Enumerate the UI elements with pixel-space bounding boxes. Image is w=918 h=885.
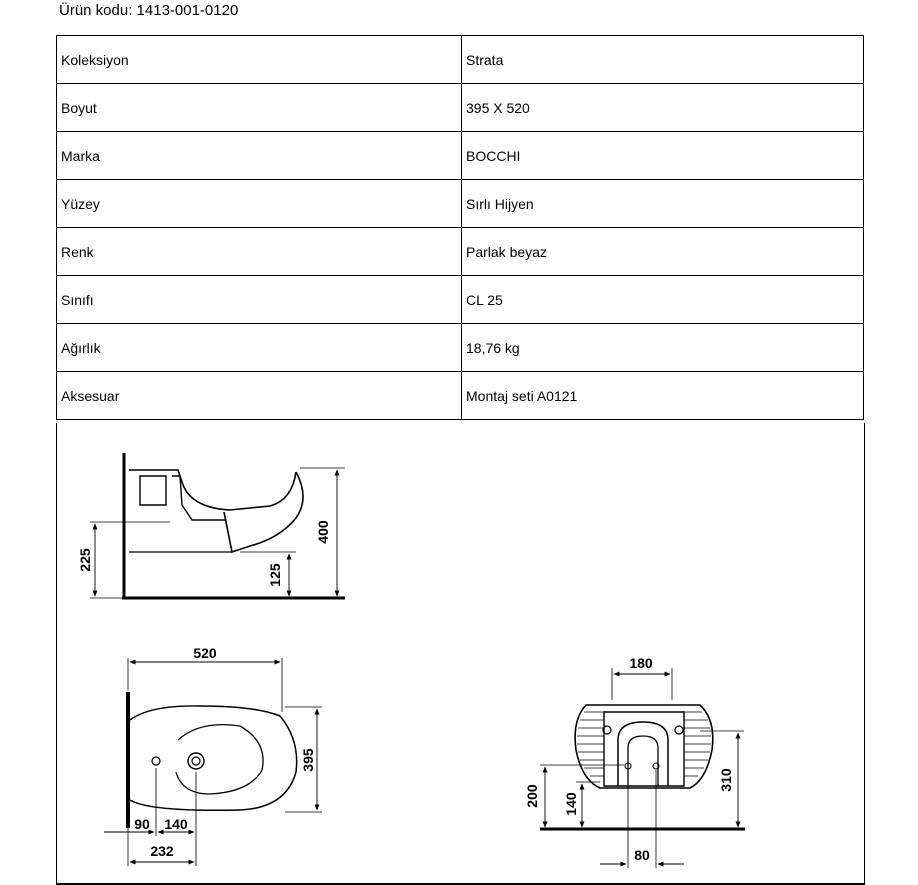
dim-top-90: 90 bbox=[134, 816, 150, 832]
spec-value: Parlak beyaz bbox=[462, 228, 864, 276]
dim-front-310: 310 bbox=[718, 768, 734, 792]
dim-side-400: 400 bbox=[315, 520, 331, 544]
spec-key: Yüzey bbox=[57, 180, 462, 228]
spec-key: Boyut bbox=[57, 84, 462, 132]
spec-key: Ağırlık bbox=[57, 324, 462, 372]
top-view bbox=[104, 658, 322, 866]
spec-value: Strata bbox=[462, 36, 864, 84]
dim-front-80: 80 bbox=[634, 847, 650, 863]
dim-top-232: 232 bbox=[150, 843, 174, 859]
dim-top-395: 395 bbox=[300, 748, 316, 772]
spec-key: Renk bbox=[57, 228, 462, 276]
side-view bbox=[90, 453, 345, 598]
dim-top-520: 520 bbox=[193, 645, 217, 661]
dim-front-200: 200 bbox=[524, 784, 540, 808]
spec-key: Koleksiyon bbox=[57, 36, 462, 84]
dim-front-180: 180 bbox=[629, 655, 653, 671]
spec-value: Sırlı Hijyen bbox=[462, 180, 864, 228]
dim-side-225: 225 bbox=[77, 548, 93, 572]
spec-value: BOCCHI bbox=[462, 132, 864, 180]
product-code: Ürün kodu: 1413-001-0120 bbox=[59, 2, 239, 19]
dim-top-140: 140 bbox=[164, 816, 188, 832]
spec-value: CL 25 bbox=[462, 276, 864, 324]
front-view bbox=[540, 668, 745, 868]
dim-side-125: 125 bbox=[267, 563, 283, 587]
spec-key: Aksesuar bbox=[57, 372, 462, 420]
spec-key: Sınıfı bbox=[57, 276, 462, 324]
spec-value: Montaj seti A0121 bbox=[462, 372, 864, 420]
dim-front-140: 140 bbox=[563, 792, 579, 816]
spec-value: 395 X 520 bbox=[462, 84, 864, 132]
spec-key: Marka bbox=[57, 132, 462, 180]
spec-value: 18,76 kg bbox=[462, 324, 864, 372]
